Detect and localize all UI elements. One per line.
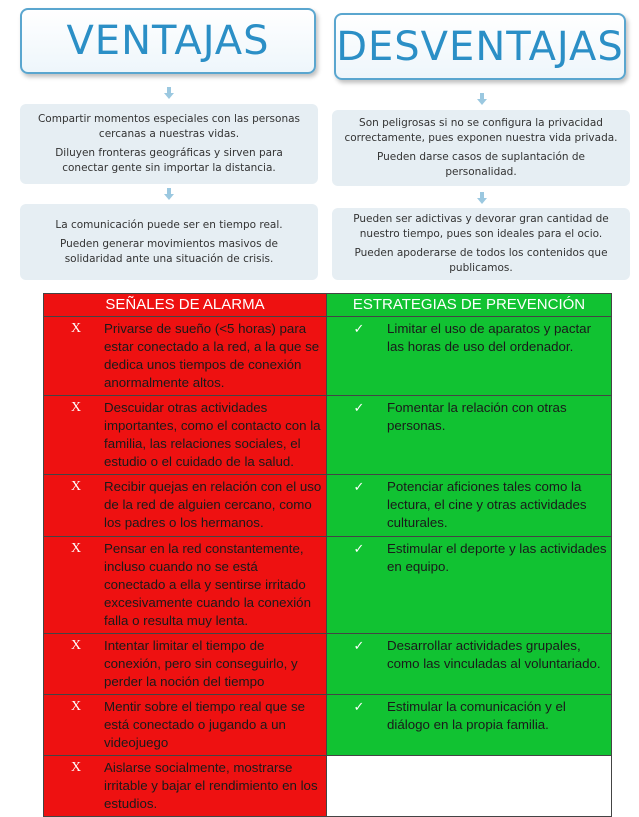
table-row (44, 634, 612, 695)
prevention-text: Estimular el deporte y las actividades en equipo. (387, 541, 607, 574)
arrow-down-icon (164, 87, 174, 99)
x-icon: X (70, 541, 82, 556)
prevention-header: ESTRATEGIAS DE PREVENCIÓN (327, 294, 612, 317)
prevention-cell (327, 695, 612, 756)
desventaja-text: Pueden ser adictivas y devorar gran cantidad de nuestro tiempo, pues son ideales para el ocio. (353, 213, 609, 240)
table-header-row (44, 294, 612, 317)
alarm-cell (44, 756, 327, 817)
alarm-cell (44, 537, 327, 634)
alarm-cell (44, 396, 327, 475)
ventaja-text: Pueden generar movimientos masivos de solidaridad ante una situación de crisis. (59, 237, 279, 265)
table-row (44, 695, 612, 756)
x-icon: X (70, 400, 82, 415)
alarm-text: Intentar limitar el tiempo de conexión, pero sin conseguirlo, y perder la noción del tiempo (104, 638, 298, 689)
alarm-text: Descuidar otras actividades importantes, como el contacto con la familia, las relaciones sociales, el estudio o el cuidado de la salud. (104, 400, 321, 469)
empty-cell (327, 756, 612, 817)
desventajas-title: DESVENTAJAS (334, 13, 626, 80)
alarm-text: Mentir sobre el tiempo real que se está conectado o jugando a un videojuego (104, 699, 306, 750)
alarm-text: Pensar en la red constantemente, incluso cuando no se está conectado a ella y sentirse irritado excesivamente cuando la conexión falla o resulta muy lenta. (104, 541, 311, 628)
table-row (44, 537, 612, 634)
check-icon: ✓ (353, 479, 365, 494)
ventaja-text: La comunicación puede ser en tiempo real. (55, 218, 283, 231)
table-row (44, 396, 612, 475)
prevention-text: Potenciar aficiones tales como la lectura, el cine y otras actividades culturales. (387, 479, 587, 530)
prevention-text: Limitar el uso de aparatos y pactar las horas de uso del ordenador. (387, 321, 591, 354)
alarm-cell (44, 317, 327, 396)
table-row (44, 317, 612, 396)
arrow-down-icon (477, 192, 487, 204)
prevention-cell (327, 537, 612, 634)
desventaja-text: Son peligrosas si no se configura la privacidad correctamente, pues exponen nuestra vida privada. (344, 117, 618, 144)
table-row (44, 475, 612, 537)
alarm-text: Privarse de sueño (<5 horas) para estar conectado a la red, a la que se dedica unos tiempos de conexión anormalmente altos. (104, 321, 320, 390)
alarm-cell (44, 695, 327, 756)
desventaja-text: Pueden darse casos de suplantación de personalidad. (376, 151, 586, 178)
desventaja-box (332, 110, 630, 186)
check-icon: ✓ (353, 699, 365, 714)
check-icon: ✓ (353, 321, 365, 336)
ventaja-box (20, 104, 318, 184)
prevention-text: Estimular la comunicación y el diálogo en la propia familia. (387, 699, 566, 732)
x-icon: X (70, 760, 82, 775)
alarm-cell (44, 634, 327, 695)
check-icon: ✓ (353, 400, 365, 415)
x-icon: X (70, 699, 82, 714)
alarm-prevention-table (43, 293, 612, 817)
ventaja-box (20, 204, 318, 280)
alarm-text: Aislarse socialmente, mostrarse irritable y bajar el rendimiento en los estudios. (104, 760, 318, 811)
alarm-header: SEÑALES DE ALARMA (44, 294, 327, 317)
alarm-text: Recibir quejas en relación con el uso de la red de alguien cercano, como los padres o los hermanos. (104, 479, 322, 530)
check-icon: ✓ (353, 541, 365, 556)
prevention-text: Fomentar la relación con otras personas. (387, 400, 567, 433)
prevention-text: Desarrollar actividades grupales, como las vinculadas al voluntariado. (387, 638, 601, 671)
table-row (44, 756, 612, 817)
ventajas-title: VENTAJAS (20, 8, 316, 74)
arrow-down-icon (164, 188, 174, 200)
x-icon: X (70, 321, 82, 336)
desventaja-box (332, 208, 630, 280)
arrow-down-icon (477, 93, 487, 105)
x-icon: X (70, 479, 82, 494)
desventaja-text: Pueden apoderarse de todos los contenidos que publicamos. (354, 247, 608, 274)
ventaja-text: Compartir momentos especiales con las personas cercanas a nuestras vidas. (37, 113, 301, 140)
x-icon: X (70, 638, 82, 653)
prevention-cell (327, 317, 612, 396)
prevention-cell (327, 396, 612, 475)
ventaja-text: Diluyen fronteras geográficas y sirven para conectar gente sin importar la distancia. (55, 147, 283, 174)
prevention-cell (327, 634, 612, 695)
check-icon: ✓ (353, 638, 365, 653)
prevention-cell (327, 475, 612, 537)
alarm-cell (44, 475, 327, 537)
